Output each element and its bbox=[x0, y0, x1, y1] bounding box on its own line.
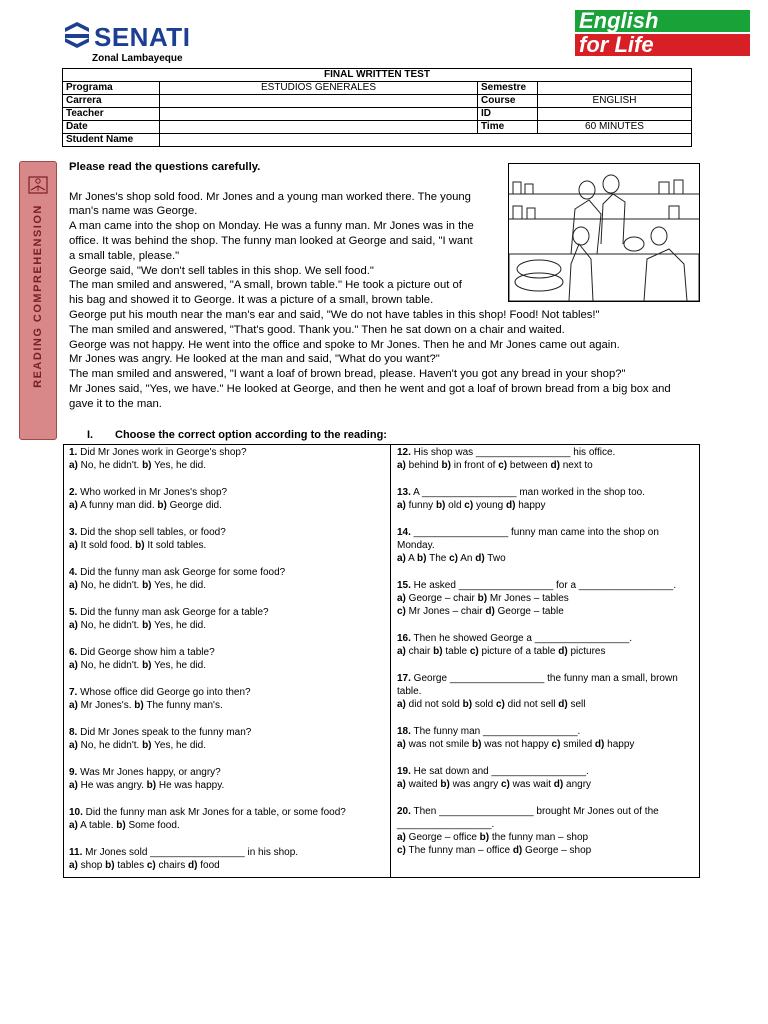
option-text[interactable]: It sold tables. bbox=[144, 540, 207, 551]
option-letter[interactable]: d) bbox=[475, 553, 485, 564]
option-letter[interactable]: c) bbox=[495, 699, 505, 710]
answer-options bbox=[69, 619, 387, 632]
label-course: Course bbox=[478, 95, 538, 108]
reading-heading: Please read the questions carefully. bbox=[69, 161, 261, 173]
question-prompt: His shop was _________________ his office. bbox=[410, 447, 616, 458]
question-item bbox=[397, 579, 695, 618]
value-time[interactable]: 60 MINUTES bbox=[538, 121, 692, 134]
option-letter[interactable]: d) bbox=[558, 699, 568, 710]
label-time: Time bbox=[478, 121, 538, 134]
question-text bbox=[69, 446, 387, 459]
question-number: 6. bbox=[69, 647, 78, 658]
option-letter[interactable]: d) bbox=[506, 500, 516, 511]
option-text[interactable]: A bbox=[405, 553, 418, 564]
option-text[interactable]: angry bbox=[563, 779, 592, 790]
label-id: ID bbox=[478, 108, 538, 121]
question-number: 15. bbox=[397, 580, 411, 591]
reading-line: gave it to the man. bbox=[69, 397, 162, 410]
answer-options bbox=[397, 459, 695, 472]
option-text[interactable]: Mr Jones – chair bbox=[405, 606, 486, 617]
option-text[interactable]: An bbox=[458, 553, 476, 564]
brand-line-2: for Life bbox=[579, 32, 654, 57]
question-number: 2. bbox=[69, 487, 78, 498]
answer-options bbox=[69, 819, 387, 832]
reading-line: man's name was George. bbox=[69, 205, 198, 218]
questions-right-column bbox=[397, 446, 695, 871]
reading-line: George said, "We don't sell tables in this shop. We sell food." bbox=[69, 264, 374, 277]
answer-options bbox=[69, 659, 387, 672]
option-letter[interactable]: a) bbox=[69, 660, 78, 671]
option-letter[interactable]: b) bbox=[142, 740, 152, 751]
question-prompt: Whose office did George go into then? bbox=[77, 687, 251, 698]
option-text[interactable]: old bbox=[445, 500, 465, 511]
option-text[interactable]: Yes, he did. bbox=[151, 580, 207, 591]
option-letter[interactable]: a) bbox=[69, 580, 78, 591]
option-letter[interactable]: b) bbox=[135, 540, 145, 551]
option-text[interactable]: Yes, he did. bbox=[151, 660, 207, 671]
option-text[interactable]: was not smile bbox=[405, 739, 473, 750]
option-letter[interactable]: b) bbox=[142, 620, 152, 631]
question-prompt: Did George show him a table? bbox=[77, 647, 215, 658]
answer-options bbox=[397, 552, 695, 565]
option-text[interactable]: behind bbox=[405, 460, 442, 471]
answer-options bbox=[397, 499, 695, 512]
option-letter[interactable]: a) bbox=[397, 646, 406, 657]
option-text[interactable]: funny bbox=[405, 500, 436, 511]
question-number: 17. bbox=[397, 673, 411, 684]
option-text[interactable]: picture of a table bbox=[478, 646, 559, 657]
option-letter[interactable]: a) bbox=[69, 500, 78, 511]
question-number: 7. bbox=[69, 687, 78, 698]
question-text bbox=[69, 766, 387, 779]
option-text[interactable]: did not sold bbox=[405, 699, 463, 710]
question-item bbox=[69, 486, 387, 512]
option-text[interactable]: No, he didn't. bbox=[77, 620, 143, 631]
answer-options bbox=[69, 539, 387, 552]
option-text[interactable]: Mr Jones's. bbox=[77, 700, 135, 711]
question-item bbox=[69, 806, 387, 832]
option-text[interactable]: The funny man – office bbox=[405, 845, 513, 856]
option-text[interactable]: sell bbox=[567, 699, 586, 710]
question-text bbox=[397, 579, 695, 592]
option-letter[interactable]: c) bbox=[449, 553, 458, 564]
option-letter[interactable]: d) bbox=[553, 779, 564, 790]
option-letter[interactable]: b) bbox=[440, 779, 450, 790]
questions-left-column bbox=[69, 446, 387, 886]
reading-line: a small table, please." bbox=[69, 249, 180, 262]
question-item bbox=[69, 686, 387, 712]
question-prompt: Did the funny man ask George for a table? bbox=[77, 607, 269, 618]
option-letter[interactable]: d) bbox=[558, 646, 568, 657]
option-text[interactable]: between bbox=[507, 460, 551, 471]
option-letter[interactable]: b) bbox=[477, 593, 488, 604]
value-date[interactable] bbox=[160, 121, 478, 134]
option-letter[interactable]: b) bbox=[146, 780, 157, 791]
question-item bbox=[69, 526, 387, 552]
value-teacher[interactable] bbox=[160, 108, 478, 121]
option-text[interactable]: food bbox=[197, 860, 220, 871]
option-text[interactable]: The funny man's. bbox=[143, 700, 223, 711]
question-text bbox=[397, 446, 695, 459]
option-text[interactable]: George – office bbox=[405, 832, 480, 843]
option-text[interactable]: Some food. bbox=[125, 820, 180, 831]
question-item bbox=[397, 672, 695, 711]
option-text[interactable]: No, he didn't. bbox=[77, 460, 143, 471]
label-carrera: Carrera bbox=[63, 95, 160, 108]
question-text bbox=[69, 526, 387, 539]
option-letter[interactable]: b) bbox=[462, 699, 473, 710]
option-text[interactable]: Yes, he did. bbox=[151, 460, 207, 471]
option-text[interactable]: George – table bbox=[494, 606, 564, 617]
question-text bbox=[69, 486, 387, 499]
option-letter[interactable]: d) bbox=[188, 860, 198, 871]
option-letter[interactable]: d) bbox=[550, 460, 560, 471]
value-student-name[interactable] bbox=[160, 134, 692, 147]
answer-options bbox=[69, 499, 387, 512]
shop-scene-image bbox=[509, 164, 699, 301]
option-text[interactable]: sold bbox=[472, 699, 496, 710]
question-text bbox=[69, 646, 387, 659]
value-programa[interactable]: ESTUDIOS GENERALES bbox=[160, 82, 478, 95]
questions-box bbox=[63, 444, 700, 878]
question-text bbox=[397, 672, 695, 698]
option-letter[interactable]: c) bbox=[397, 845, 406, 856]
label-date: Date bbox=[63, 121, 160, 134]
question-text bbox=[69, 686, 387, 699]
senati-s-icon bbox=[62, 20, 92, 50]
option-letter[interactable]: c) bbox=[500, 779, 510, 790]
option-letter[interactable]: b) bbox=[142, 660, 152, 671]
section-number: I. bbox=[87, 429, 94, 441]
question-number: 11. bbox=[69, 847, 83, 858]
question-item bbox=[397, 805, 695, 857]
option-text[interactable]: happy bbox=[604, 739, 635, 750]
option-letter[interactable]: a) bbox=[397, 699, 406, 710]
answer-options bbox=[69, 779, 387, 792]
answer-options bbox=[397, 592, 695, 605]
logo-text: SENATI bbox=[94, 22, 191, 52]
option-text[interactable]: George – chair bbox=[405, 593, 478, 604]
option-text[interactable]: No, he didn't. bbox=[77, 660, 143, 671]
question-item bbox=[397, 632, 695, 658]
label-programa: Programa bbox=[63, 82, 160, 95]
option-text[interactable]: tables bbox=[114, 860, 147, 871]
question-number: 10. bbox=[69, 807, 83, 818]
question-text bbox=[397, 765, 695, 778]
question-number: 4. bbox=[69, 567, 78, 578]
option-letter[interactable]: b) bbox=[417, 553, 427, 564]
value-id[interactable] bbox=[538, 108, 692, 121]
answer-options bbox=[397, 645, 695, 658]
option-letter[interactable]: a) bbox=[397, 593, 406, 604]
reading-line: A man came into the shop on Monday. He was a funny man. Mr Jones was in the bbox=[69, 220, 474, 233]
option-text[interactable]: Yes, he did. bbox=[151, 620, 207, 631]
answer-options bbox=[69, 459, 387, 472]
question-prompt: He sat down and _________________. bbox=[410, 766, 589, 777]
option-letter[interactable]: a) bbox=[69, 820, 78, 831]
question-item bbox=[397, 765, 695, 791]
answer-options bbox=[69, 859, 387, 872]
option-text[interactable]: table bbox=[442, 646, 470, 657]
question-number: 3. bbox=[69, 527, 78, 538]
answer-options bbox=[69, 699, 387, 712]
question-number: 19. bbox=[397, 766, 411, 777]
answer-options bbox=[69, 739, 387, 752]
question-number: 16. bbox=[397, 633, 411, 644]
question-prompt: A _________________ man worked in the shop too. bbox=[410, 487, 645, 498]
option-letter[interactable]: a) bbox=[397, 779, 406, 790]
option-letter[interactable]: b) bbox=[479, 832, 490, 843]
option-letter[interactable]: a) bbox=[397, 460, 406, 471]
shop-illustration bbox=[508, 163, 700, 302]
question-item bbox=[69, 646, 387, 672]
option-text[interactable]: The bbox=[426, 553, 450, 564]
option-text[interactable]: happy bbox=[515, 500, 546, 511]
question-prompt: Then he showed George a _________________. bbox=[410, 633, 633, 644]
option-letter[interactable]: d) bbox=[594, 739, 605, 750]
option-letter[interactable]: c) bbox=[498, 460, 508, 471]
option-text[interactable]: smiled bbox=[560, 739, 595, 750]
option-letter[interactable]: b) bbox=[134, 700, 144, 711]
option-letter[interactable]: a) bbox=[69, 700, 78, 711]
option-text[interactable]: young bbox=[473, 500, 507, 511]
option-letter[interactable]: a) bbox=[69, 460, 78, 471]
option-letter[interactable]: c) bbox=[464, 500, 474, 511]
question-text bbox=[69, 566, 387, 579]
label-student-name: Student Name bbox=[63, 134, 160, 147]
option-text[interactable]: shop bbox=[77, 860, 106, 871]
answer-options bbox=[397, 605, 695, 618]
answer-options bbox=[397, 844, 695, 857]
option-letter[interactable]: c) bbox=[469, 646, 479, 657]
answer-options bbox=[397, 778, 695, 791]
option-text[interactable]: the funny man – shop bbox=[489, 832, 589, 843]
option-letter[interactable]: a) bbox=[397, 553, 406, 564]
option-text[interactable]: Yes, he did. bbox=[151, 740, 207, 751]
option-letter[interactable]: b) bbox=[142, 580, 152, 591]
question-prompt: Was Mr Jones happy, or angry? bbox=[77, 767, 221, 778]
logo-subtitle: Zonal Lambayeque bbox=[92, 53, 183, 64]
option-text[interactable]: was not happy bbox=[481, 739, 552, 750]
option-text[interactable]: A table. bbox=[77, 820, 117, 831]
reading-line: The man smiled and answered, "That's good. Thank you." Then he sat down on a chair and waited. bbox=[69, 323, 565, 336]
reading-line: his bag and showed it to George. It was a picture of a small, brown table. bbox=[69, 294, 434, 307]
option-text[interactable]: He was angry. bbox=[77, 780, 147, 791]
senati-logo bbox=[58, 14, 218, 64]
reading-comprehension-tab bbox=[19, 161, 57, 440]
option-letter[interactable]: b) bbox=[142, 460, 152, 471]
question-item bbox=[397, 725, 695, 751]
answer-options bbox=[69, 579, 387, 592]
question-item bbox=[69, 726, 387, 752]
option-letter[interactable]: b) bbox=[433, 646, 443, 657]
question-number: 14. bbox=[397, 527, 411, 538]
option-letter[interactable]: d) bbox=[485, 606, 495, 617]
question-text bbox=[69, 606, 387, 619]
question-text bbox=[69, 806, 387, 819]
reading-line: The man smiled and answered, "A small, brown table." He took a picture out of bbox=[69, 279, 462, 292]
value-course[interactable]: ENGLISH bbox=[538, 95, 692, 108]
value-semestre[interactable] bbox=[538, 82, 692, 95]
question-text bbox=[69, 726, 387, 739]
option-text[interactable]: He was happy. bbox=[156, 780, 225, 791]
reading-line: George was not happy. He went into the office and spoke to Mr Jones. Then he and Mr Jones came out again. bbox=[69, 338, 620, 351]
option-text[interactable]: Mr Jones – tables bbox=[487, 593, 569, 604]
option-letter[interactable]: a) bbox=[69, 540, 78, 551]
question-number: 1. bbox=[69, 447, 78, 458]
side-tab-label: READING COMPREHENSION bbox=[32, 204, 44, 388]
option-text[interactable]: chairs bbox=[155, 860, 188, 871]
option-text[interactable]: waited bbox=[405, 779, 441, 790]
question-number: 13. bbox=[397, 487, 411, 498]
reading-line: Mr Jones's shop sold food. Mr Jones and a young man worked there. The young bbox=[69, 190, 471, 203]
question-text bbox=[397, 526, 695, 552]
option-text[interactable]: A funny man did. bbox=[77, 500, 158, 511]
option-letter[interactable]: c) bbox=[146, 860, 156, 871]
question-number: 18. bbox=[397, 726, 411, 737]
question-prompt: Did the funny man ask Mr Jones for a table, or some food? bbox=[82, 807, 346, 818]
option-text[interactable]: chair bbox=[405, 646, 434, 657]
option-text[interactable]: was angry bbox=[449, 779, 501, 790]
option-text[interactable]: George – shop bbox=[522, 845, 592, 856]
answer-options bbox=[397, 831, 695, 844]
question-prompt: Did the funny man ask George for some food? bbox=[77, 567, 286, 578]
question-item bbox=[69, 566, 387, 592]
option-letter[interactable]: a) bbox=[69, 860, 78, 871]
option-letter[interactable]: a) bbox=[69, 740, 78, 751]
question-prompt: Who worked in Mr Jones's shop? bbox=[77, 487, 228, 498]
question-text bbox=[397, 805, 695, 831]
option-letter[interactable]: d) bbox=[512, 845, 523, 856]
option-letter[interactable]: b) bbox=[441, 460, 451, 471]
option-letter[interactable]: a) bbox=[69, 780, 78, 791]
question-number: 8. bbox=[69, 727, 78, 738]
question-number: 5. bbox=[69, 607, 78, 618]
question-item bbox=[69, 846, 387, 872]
question-prompt: Did Mr Jones work in George's shop? bbox=[77, 447, 247, 458]
label-teacher: Teacher bbox=[63, 108, 160, 121]
option-letter[interactable]: b) bbox=[105, 860, 115, 871]
reading-line: Mr Jones was angry. He looked at the man and said, "What do you want?" bbox=[69, 353, 440, 366]
question-number: 12. bbox=[397, 447, 411, 458]
section-title: Choose the correct option according to the reading: bbox=[115, 429, 387, 441]
option-text[interactable]: in front of bbox=[450, 460, 499, 471]
option-letter[interactable]: a) bbox=[397, 739, 406, 750]
question-prompt: He asked _________________ for a _________________. bbox=[410, 580, 677, 591]
option-text[interactable]: It sold food. bbox=[77, 540, 136, 551]
question-prompt: Mr Jones sold _________________ in his shop. bbox=[82, 847, 299, 858]
option-letter[interactable]: b) bbox=[435, 500, 446, 511]
exam-info-table bbox=[62, 68, 692, 147]
reading-line: Mr Jones said, "Yes, we have." He looked at George, and then he went and got a loaf of brown bread from a big box and bbox=[69, 382, 671, 395]
reading-line: office. It was behind the shop. The funny man looked at George and said, "I want bbox=[69, 234, 473, 247]
answer-options bbox=[397, 738, 695, 751]
question-number: 9. bbox=[69, 767, 78, 778]
question-item bbox=[69, 606, 387, 632]
question-prompt: Did the shop sell tables, or food? bbox=[77, 527, 226, 538]
label-semestre: Semestre bbox=[478, 82, 538, 95]
question-text bbox=[69, 846, 387, 859]
reading-line: George put his mouth near the man's ear and said, "We do not have tables in this shop! Food! Not tables!" bbox=[69, 308, 600, 321]
value-carrera[interactable] bbox=[160, 95, 478, 108]
question-item bbox=[397, 446, 695, 472]
reading-line: The man smiled and answered, "I want a loaf of brown bread, please. Haven't you got any bread in your shop?" bbox=[69, 368, 626, 381]
option-text[interactable]: was wait bbox=[509, 779, 554, 790]
question-prompt: Then _________________ brought Mr Jones out of the _________________. bbox=[397, 806, 659, 830]
option-letter[interactable]: a) bbox=[397, 500, 406, 511]
option-text[interactable]: George did. bbox=[166, 500, 222, 511]
option-letter[interactable]: a) bbox=[69, 620, 78, 631]
question-prompt: The funny man _________________. bbox=[410, 726, 581, 737]
section-heading bbox=[87, 429, 387, 441]
column-divider bbox=[390, 445, 391, 877]
option-text[interactable]: next to bbox=[559, 460, 593, 471]
option-letter[interactable]: b) bbox=[472, 739, 482, 750]
question-item bbox=[397, 486, 695, 512]
brand-line-1: English bbox=[579, 8, 659, 33]
question-number: 20. bbox=[397, 806, 411, 817]
question-prompt: Did Mr Jones speak to the funny man? bbox=[77, 727, 252, 738]
option-text[interactable]: pictures bbox=[567, 646, 606, 657]
option-text[interactable]: did not sell bbox=[504, 699, 559, 710]
option-text[interactable]: Two bbox=[484, 553, 506, 564]
question-prompt: _________________ funny man came into the shop on Monday. bbox=[397, 527, 659, 551]
question-text bbox=[397, 632, 695, 645]
question-item bbox=[69, 446, 387, 472]
question-text bbox=[397, 725, 695, 738]
option-letter[interactable]: c) bbox=[397, 606, 406, 617]
option-letter[interactable]: a) bbox=[397, 832, 406, 843]
exam-title: FINAL WRITTEN TEST bbox=[63, 69, 692, 82]
option-letter[interactable]: b) bbox=[157, 500, 167, 511]
question-item bbox=[69, 766, 387, 792]
english-for-life-logo bbox=[575, 8, 763, 58]
question-item bbox=[397, 526, 695, 565]
option-text[interactable]: No, he didn't. bbox=[77, 580, 143, 591]
question-prompt: George _________________ the funny man a small, brown table. bbox=[397, 673, 678, 697]
option-letter[interactable]: b) bbox=[116, 820, 126, 831]
answer-options bbox=[397, 698, 695, 711]
option-text[interactable]: No, he didn't. bbox=[77, 740, 143, 751]
question-text bbox=[397, 486, 695, 499]
option-letter[interactable]: c) bbox=[551, 739, 561, 750]
